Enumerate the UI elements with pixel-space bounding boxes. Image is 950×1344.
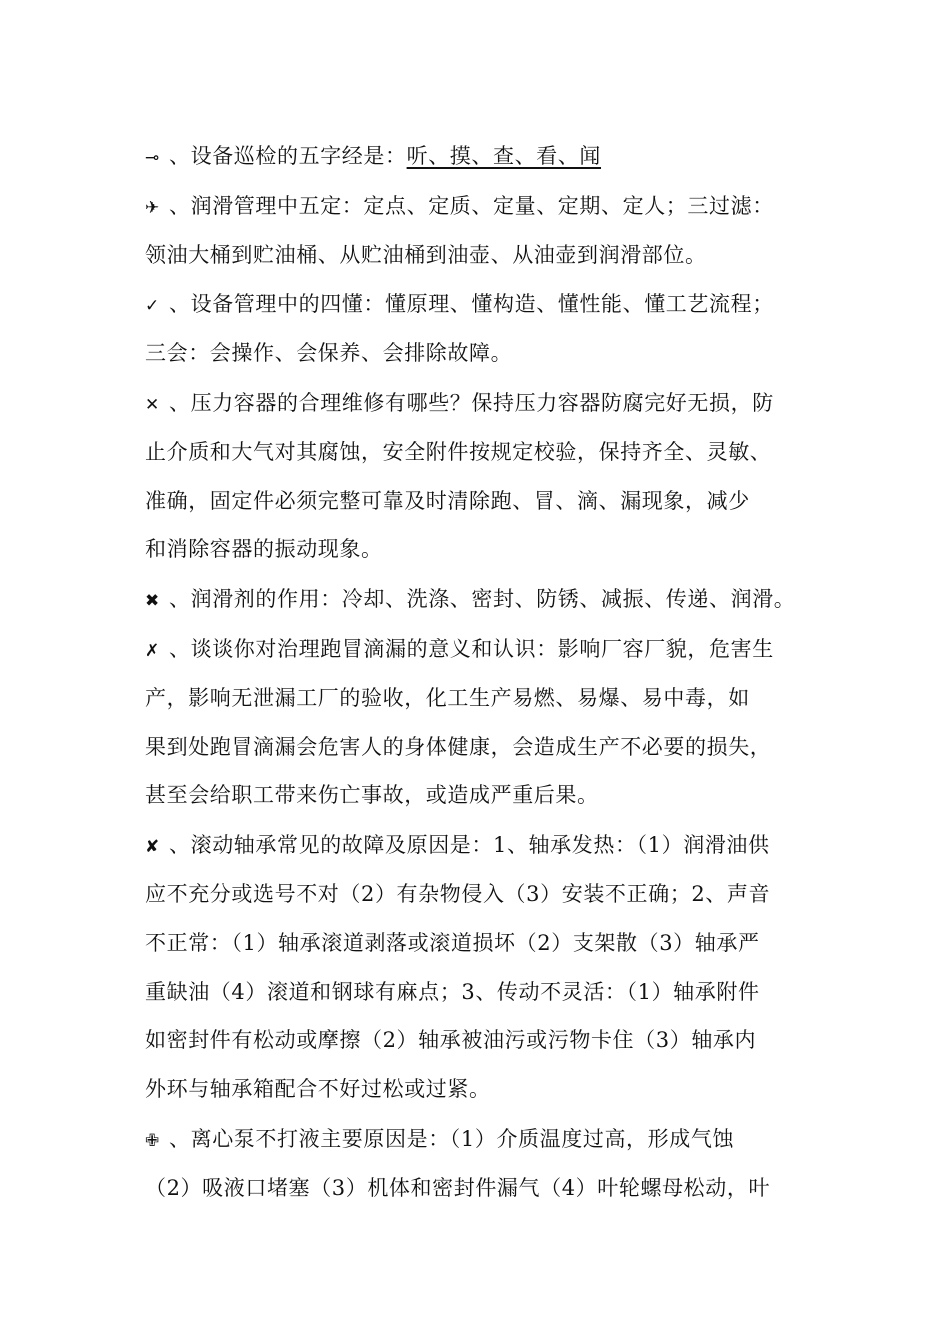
text-line: [145, 182, 825, 231]
text-line: 准确，固定件必须完整可靠及时清除跑、冒、滴、漏现象，减少: [145, 488, 750, 513]
text-line: 和消除容器的振动现象。: [145, 537, 383, 562]
item-text: 、设备管理中的四懂：懂原理、懂构造、懂性能、懂工艺流程；: [169, 292, 774, 317]
text-line: 果到处跑冒滴漏会危害人的身体健康，会造成生产不必要的损失，: [145, 734, 772, 759]
item-text: 、润滑剂的作用：冷却、洗涤、密封、防锈、减振、传递、润滑。: [169, 587, 796, 612]
text-line: 应不充分或选号不对（2）有杂物侵入（3）安装不正确；2、声音: [145, 881, 771, 906]
bullet-icon: ✈: [145, 197, 160, 218]
list-item-equipment-four-understand: [145, 280, 825, 378]
item-text: 、滚动轴承常见的故障及原因是：1、轴承发热：（1）润滑油供: [169, 833, 770, 858]
underlined-answer: 听、摸、查、看、闻: [406, 144, 602, 168]
text-line: [145, 379, 825, 428]
text-line: 甚至会给职工带来伤亡事故，或造成严重后果。: [145, 783, 599, 808]
cross-icon: ✕: [145, 394, 160, 415]
item-text: 、离心泵不打液主要原因是：（1）介质温度过高，形成气蚀: [169, 1126, 735, 1151]
list-item-centrifugal-pump: [145, 1115, 825, 1213]
text-line: 如密封件有松动或摩擦（2）轴承被油污或污物卡住（3）轴承内: [145, 1028, 757, 1053]
document-body: [145, 132, 825, 1214]
text-line: [145, 1115, 825, 1164]
text-line: （2）吸液口堵塞（3）机体和密封件漏气（4）叶轮螺母松动，叶: [145, 1175, 771, 1200]
list-item-lubricant-function: [145, 575, 825, 624]
ballot-x-icon: ✗: [145, 640, 160, 661]
text-line: 重缺油（4）滚道和钢球有麻点；3、传动不灵活：（1）轴承附件: [145, 979, 760, 1004]
list-item-pressure-vessel: [145, 379, 825, 574]
checkmark-icon: ✓: [145, 296, 160, 317]
text-line: 领油大桶到贮油桶、从贮油桶到油壶、从油壶到润滑部位。: [145, 242, 707, 267]
text-line: [145, 132, 825, 181]
text-line: [145, 821, 825, 870]
heavy-cross-icon: ✖: [145, 591, 160, 612]
bullet-icon: ⊸: [145, 148, 160, 168]
text-line: 止介质和大气对其腐蚀，安全附件按规定校验，保持齐全、灵敏、: [145, 439, 772, 464]
text-line: [145, 575, 825, 624]
text-line: 产，影响无泄漏工厂的验收，化工生产易燃、易爆、易中毒，如: [145, 685, 750, 710]
list-item-bearing-faults: [145, 821, 825, 1114]
list-item-inspection-five-words: [145, 132, 825, 181]
text-line: 不正常：（1）轴承滚道剥落或滚道损坏（2）支架散（3）轴承严: [145, 930, 760, 955]
text-line: 外环与轴承箱配合不好过松或过紧。: [145, 1077, 491, 1102]
text-line: [145, 625, 825, 674]
item-text: 、压力容器的合理维修有哪些？保持压力容器防腐完好无损，防: [169, 390, 774, 415]
item-text: 、设备巡检的五字经是：: [169, 144, 407, 168]
list-item-leak-control: [145, 625, 825, 820]
text-line: 三会：会操作、会保养、会排除故障。: [145, 341, 513, 366]
list-item-lubrication-management: [145, 182, 825, 280]
heavy-ballot-x-icon: ✘: [145, 837, 160, 858]
cross-plus-icon: ✙: [145, 1130, 160, 1151]
item-text: 、谈谈你对治理跑冒滴漏的意义和认识：影响厂容厂貌，危害生: [169, 636, 774, 661]
text-line: [145, 280, 825, 329]
item-text: 、润滑管理中五定：定点、定质、定量、定期、定人；三过滤：: [169, 193, 774, 218]
